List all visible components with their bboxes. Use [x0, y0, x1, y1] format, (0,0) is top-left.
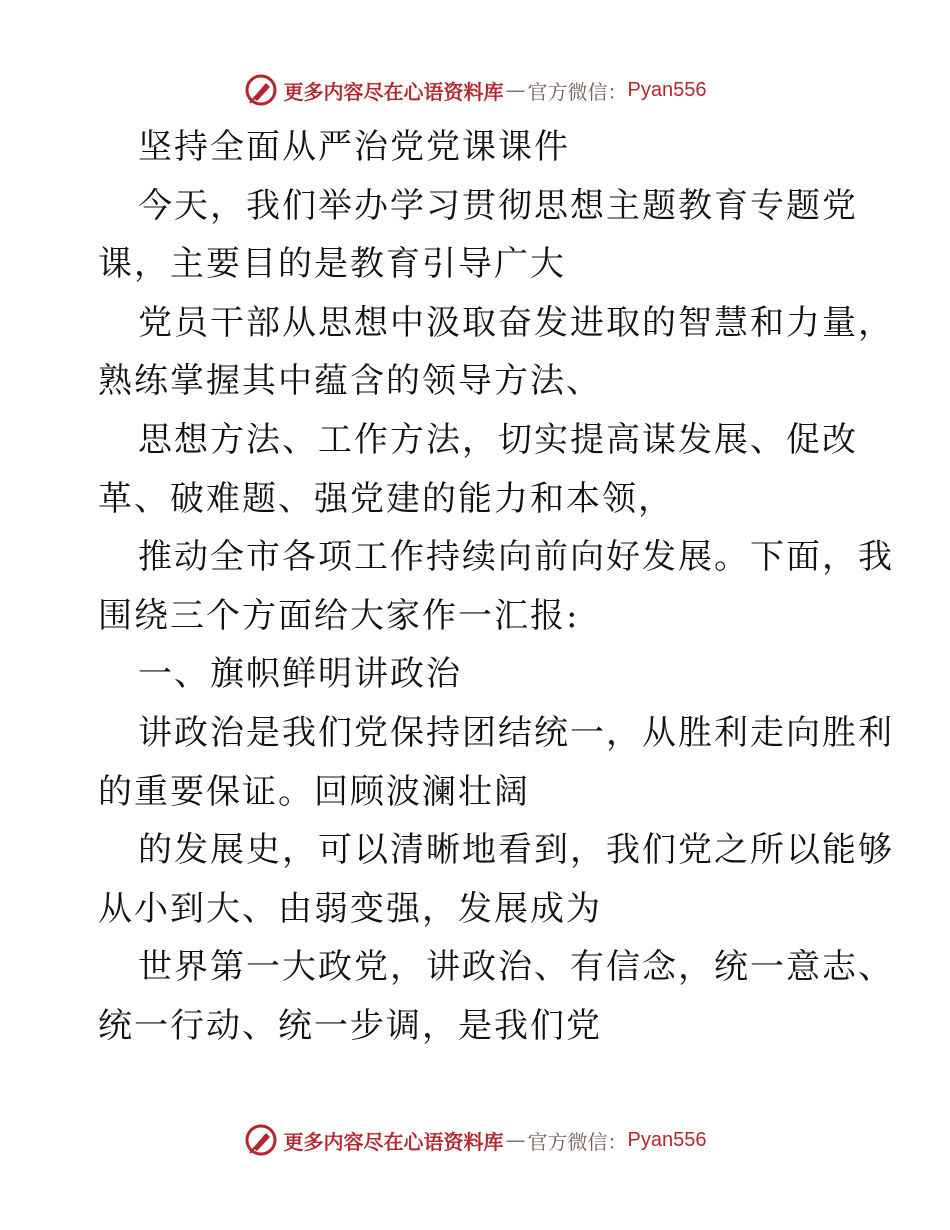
watermark-dash: —: [505, 78, 526, 102]
watermark-main-text: 更多内容尽在心语资料库: [283, 79, 504, 104]
pen-logo-icon: [244, 73, 278, 107]
watermark-id: Pyan556: [627, 1128, 707, 1151]
paragraph-line: 世界第一大政党，讲政治、有信念，统一意志、: [138, 947, 894, 988]
paragraph-line: 围绕三个方面给大家作一汇报:: [98, 595, 580, 636]
section-heading: 一、旗帜鲜明讲政治: [138, 654, 462, 695]
paragraph-line: 课，主要目的是教育引导广大: [98, 244, 566, 285]
footer-watermark: [0, 1118, 950, 1162]
paragraph-line: 推动全市各项工作持续向前向好发展。下面，我: [138, 537, 894, 578]
paragraph-line: 的发展史，可以清晰地看到，我们党之所以能够: [138, 830, 894, 871]
watermark-label: 官方微信：: [527, 79, 628, 104]
watermark-id: Pyan556: [627, 78, 707, 101]
paragraph-line: 今天，我们举办学习贯彻思想主题教育专题党: [138, 185, 858, 226]
paragraph-line: 统一行动、统一步调，是我们党: [98, 1005, 602, 1046]
paragraph-line: 思想方法、工作方法，切实提高谋发展、促改: [138, 419, 858, 460]
paragraph-line: 讲政治是我们党保持团结统一，从胜利走向胜利: [138, 712, 894, 753]
paragraph-line: 革、破难题、强党建的能力和本领，: [98, 478, 674, 519]
paragraph-line: 从小到大、由弱变强，发展成为: [98, 888, 602, 929]
paragraph-line: 党员干部从思想中汲取奋发进取的智慧和力量，: [138, 302, 894, 343]
header-watermark: [0, 68, 950, 112]
document-title: 坚持全面从严治党党课课件: [138, 127, 570, 167]
watermark-dash: —: [505, 1128, 526, 1152]
pen-logo-icon: [244, 1123, 278, 1157]
paragraph-line: 的重要保证。回顾波澜壮阔: [98, 771, 530, 812]
paragraph-line: 熟练掌握其中蕴含的领导方法、: [98, 361, 602, 402]
document-body: [98, 118, 894, 1056]
watermark-main-text: 更多内容尽在心语资料库: [283, 1129, 504, 1154]
watermark-label: 官方微信：: [527, 1129, 628, 1154]
